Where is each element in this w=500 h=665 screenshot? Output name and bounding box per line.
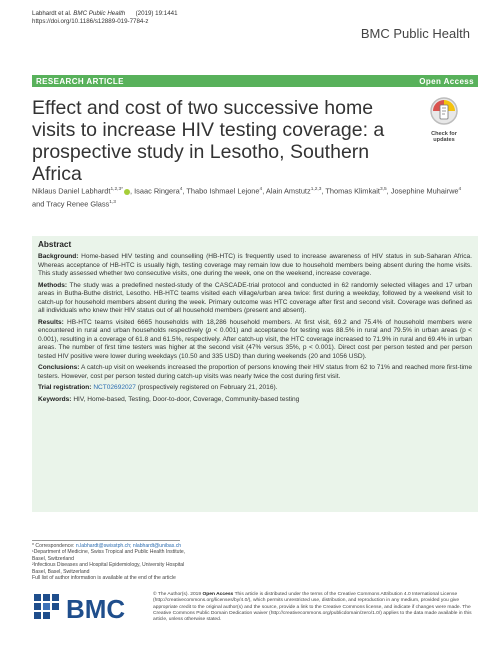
bmc-logo bbox=[32, 588, 152, 628]
license-text: This article is distributed under the terms of the Creative Commons Attribution 4.0 International License (http://creativecommons.org/licenses/by/4.0/), which permits unrestricted use, distribution, and reproduction in any medium, provided you give appropriate credit to the original author(s) and the source, provide a link to the Creative Commons license, and indicate if changes were made. The Creative Commons Public Domain Dedication waiver (http://creativecommons.org/publicdomain/zero/1.0/) applies to the data made available in this article, unless otherwise stated. bbox=[153, 592, 472, 623]
author-name[interactable]: Thabo Ishmael Lejone bbox=[186, 186, 260, 196]
trial-label: Trial registration: bbox=[38, 384, 92, 391]
conclusions-label: Conclusions: bbox=[38, 364, 80, 371]
open-access-bold: Open Access bbox=[202, 592, 234, 597]
affiliation-note: Full list of author information is available at the end of the article bbox=[32, 575, 176, 582]
abstract-background bbox=[38, 253, 472, 279]
author-name[interactable]: Alain Amstutz bbox=[265, 186, 311, 196]
background-label: Background: bbox=[38, 253, 79, 260]
doi-link[interactable]: https://doi.org/10.1186/s12889-019-7784-z bbox=[32, 18, 149, 25]
copyright-text: © The Author(s). 2019 bbox=[153, 592, 202, 597]
author-list: Niklaus Daniel Labhardt$^{1,2,3*}$ , Isaac Ringera$^4$, Thabo Ishmael Lejone$^4$, Alain Amstutz$^{1,2,3}$, Thomas Klimkait$^{3,5}$, Josephine Muhairwe$^4$ and Tracy Renee Glass$^{1,3}$ bbox=[32, 186, 462, 209]
citation-block bbox=[32, 10, 178, 26]
abstract-results bbox=[38, 319, 472, 362]
results-label: Results: bbox=[38, 318, 64, 326]
crossmark-icon bbox=[429, 96, 459, 126]
conclusions-text: A catch-up visit on weekends increased the proportion of persons knowing their HIV status from 62 to 71% and reached more first-time testers. However, cost per person tested during catch-up visits was nearly twice the cost during first visit. bbox=[38, 364, 472, 380]
correspondence-emails[interactable]: n.labhardt@swisstph.ch; nlabhardt@unibas.ch bbox=[75, 543, 182, 549]
keywords-text: HIV, Home-based, Testing, Door-to-door, Coverage, Community-based testing bbox=[73, 395, 300, 403]
citation-authors: Labhardt et al. bbox=[32, 10, 72, 17]
methods-text: The study was a predefined nested-study of the CASCADE-trial protocol and conducted in 62 randomly selected villages and 17 urban areas in Butha-Buthe district, Lesotho. HB-HTC teams visited each village/urban area twice: first during a weekday, followed by a weekend visit to catch-up for household members absent during the week. Primary outcome was HTC coverage after first and second visit. Coverage was defined as all individuals who knew their HIV status out of all household members (present and absent). bbox=[38, 281, 473, 314]
author-affiliation: 1,2,3 bbox=[310, 187, 322, 192]
citation-journal: BMC Public Health bbox=[73, 10, 126, 17]
affiliation-1: ¹Department of Medicine, Swiss Tropical and Public Health Institute, Basel, Switzerland bbox=[32, 549, 186, 562]
author-affiliation: 1,3 bbox=[109, 199, 116, 205]
author-affiliation: 4 bbox=[259, 187, 263, 192]
article-title: Effect and cost of two successive home visits to increase HIV testing coverage: a prospective study in Lesotho, Southern Africa bbox=[32, 97, 385, 185]
keywords-label: Keywords: bbox=[38, 395, 72, 403]
footnotes bbox=[32, 543, 192, 581]
author-name[interactable]: Isaac Ringera bbox=[134, 186, 180, 196]
bmc-logo-icon bbox=[32, 588, 152, 628]
abstract-heading: Abstract bbox=[38, 240, 72, 249]
author-affiliation: 1,2,3* bbox=[110, 187, 124, 192]
author-name[interactable]: Thomas Klimkait bbox=[325, 186, 380, 196]
orcid-icon[interactable] bbox=[124, 189, 130, 195]
results-text-2: < 0.001) and acceptance for testing was 88.5% in rural and 79.5% in urban areas (p < 0.001), resulting in a coverage of 61.8 and 61.5%, respectively. After catch-up visit, the HTC coverage increased to 71.9% in rural and 69.4% in urban areas. The number of first time testers was higher at the second visit (47% versus 35%, p < 0.001). Direct cost per person tested and per person tested HIV positive were lower during weekdays (10.50 and 335 USD) than during weekends (20 and 1056 USD). bbox=[38, 327, 472, 360]
background-text: Home-based HIV testing and counselling (HB-HTC) is frequently used to increase awareness of HIV status in sub-Saharan Africa. Whereas acceptance of HB-HTC is usually high, testing coverage may remain low due to household members being absent during the home visits. This study assessed whether two consecutive visits, one during the week, one on the weekend, increase coverage. bbox=[38, 253, 472, 277]
trial-rest: (prospectively registered on February 21, 2016). bbox=[135, 384, 278, 391]
trial-registration-link[interactable]: NCT02692027 bbox=[93, 384, 136, 391]
footnote-divider bbox=[32, 540, 180, 541]
article-type-bar bbox=[32, 75, 478, 87]
abstract-methods bbox=[38, 282, 472, 316]
article-type-label: RESEARCH ARTICLE bbox=[36, 76, 124, 86]
author-name[interactable]: Niklaus Daniel Labhardt bbox=[32, 186, 111, 196]
results-p: p bbox=[207, 327, 212, 334]
abstract-box bbox=[32, 236, 478, 512]
methods-label: Methods: bbox=[38, 281, 68, 289]
check-for-updates-badge[interactable] bbox=[420, 96, 468, 144]
bmc-logo-text: BMC bbox=[66, 594, 126, 624]
license-block bbox=[153, 592, 478, 623]
abstract-conclusions bbox=[38, 364, 472, 381]
correspondence-label: * Correspondence: bbox=[32, 543, 75, 549]
crossmark-line1: Check for bbox=[431, 131, 457, 137]
results-text-1: HB-HTC teams visited 6665 households with 18,286 household members. At first visit, 69.2 and 75.4% of household members were encountered in rural and urban households respectively ( bbox=[38, 318, 472, 334]
citation-year-volume: (2019) 19:1441 bbox=[135, 10, 178, 17]
crossmark-line2: updates bbox=[433, 137, 455, 143]
abstract-trial-registration bbox=[38, 384, 472, 393]
author-affiliation: 4 bbox=[179, 187, 183, 192]
author-name[interactable]: Josephine Muhairwe bbox=[390, 186, 459, 196]
journal-name: BMC Public Health bbox=[360, 26, 470, 41]
affiliation-2: ²Infectious Diseases and Hospital Epidemiology, University Hospital Basel, Basel, Switzerland bbox=[32, 562, 185, 575]
open-access-label: Open Access bbox=[419, 76, 474, 86]
author-affiliation: 3,5 bbox=[379, 187, 387, 192]
author-affiliation: 4 bbox=[458, 187, 462, 192]
author-name[interactable]: Tracy Renee Glass bbox=[46, 199, 110, 209]
abstract-keywords bbox=[38, 396, 472, 405]
